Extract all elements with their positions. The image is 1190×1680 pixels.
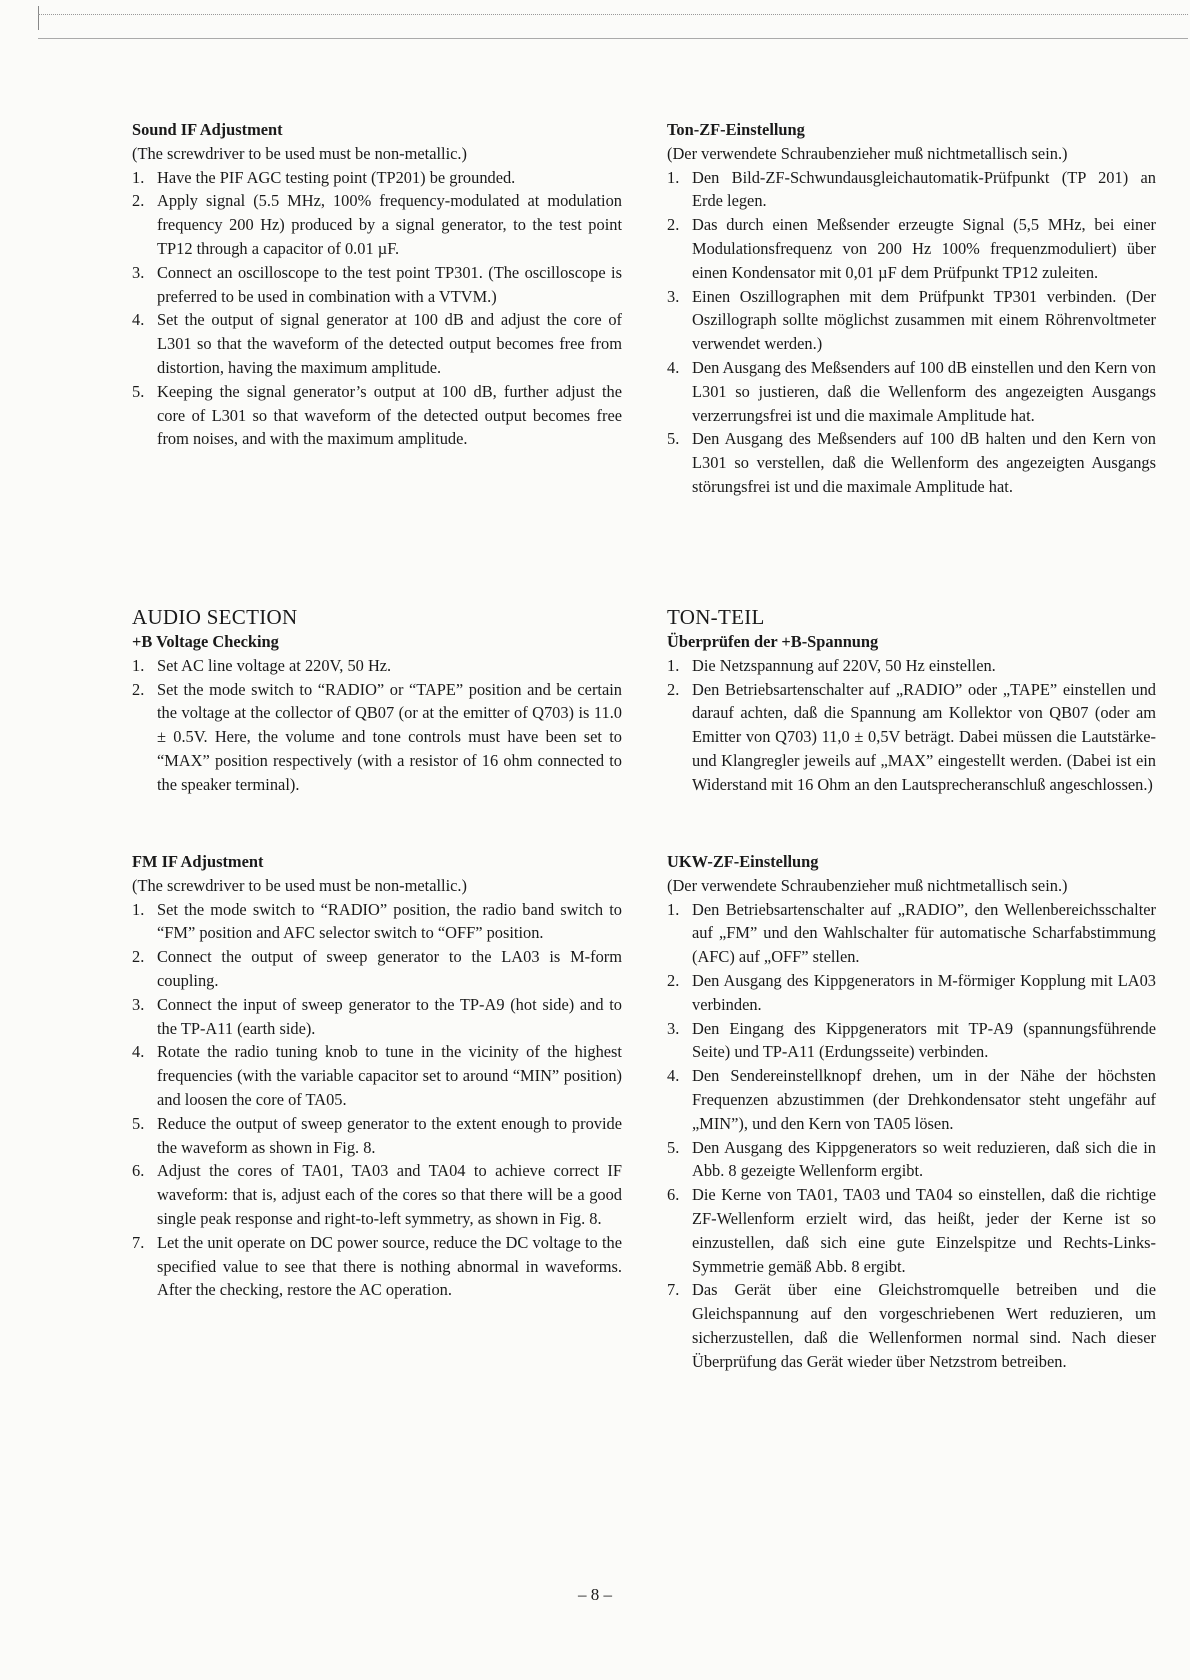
section-note: (Der verwendete Schraubenzieher muß nichtmetallisch sein.) (667, 143, 1068, 163)
section-note: (The screwdriver to be used must be non-metallic.) (132, 875, 467, 895)
list-item: 6. Die Kerne von TA01, TA03 und TA04 so einstellen, daß die richtige ZF-Wellenform erzielt wird, das heißt, jeder der Kerne ist so einzustellen, daß sich eine gute Einzelspitze und Rechts-Links-Symmetrie gemäß Abb. 8 ergibt. (667, 1185, 1156, 1276)
list-item: 2. Den Betriebsartenschalter auf „RADIO” oder „TAPE” einstellen und darauf achten, daß die Spannung am Kollektor von QB07 (oder am Emitter von Q703) 11,0 ± 0,5V beträgt. Dabei müssen die Lautstärke- und Klangregler jeweils auf „MAX” eingestellt werden. (Dabei ist ein Widerstand mit 16 Ohm an den Lautsprecheranschluß angeschlossen.) (667, 679, 1156, 794)
section-title: FM IF Adjustment (132, 852, 264, 871)
list-item: 1. Den Betriebsartenschalter auf „RADIO”, den Wellenbereichsschalter auf „FM” und den Wahlschalter für automatische Scharfabstimmung (AFC) auf „OFF” stellen. (667, 899, 1156, 967)
list-item: 5. Keeping the signal generator’s output at 100 dB, further adjust the core of L301 so that waveform of the detected output becomes free from noises, and with the maximum amplitude. (132, 381, 622, 449)
ton-teil-section (667, 604, 1156, 797)
fm-if-section (132, 850, 622, 1302)
section-note: (The screwdriver to be used must be non-metallic.) (132, 143, 467, 163)
top-rule-dotted (38, 14, 1188, 15)
section-heading: TON-TEIL (667, 605, 765, 629)
step-list (667, 898, 1156, 1374)
section-title: Sound IF Adjustment (132, 120, 283, 139)
scan-mark (38, 6, 39, 30)
step-list (132, 898, 622, 1303)
list-item: 5. Reduce the output of sweep generator to the extent enough to provide the waveform as shown in Fig. 8. (132, 1113, 622, 1157)
section-subtitle: Überprüfen der +B-Spannung (667, 632, 879, 651)
list-item: 7. Let the unit operate on DC power source, reduce the DC voltage to the specified value to see that there is nothing abnormal in waveforms. After the checking, restore the AC operation. (132, 1232, 622, 1300)
list-item: 3. Den Eingang des Kippgenerators mit TP-A9 (spannungsführende Seite) und TP-A11 (Erdungsseite) verbinden. (667, 1018, 1156, 1062)
list-item: 6. Adjust the cores of TA01, TA03 and TA04 to achieve correct IF waveform: that is, adjust each of the cores so that there will be a good single peak response and right-to-left symmetry, as shown in Fig. 8. (132, 1161, 622, 1228)
ukw-zf-section (667, 850, 1156, 1374)
list-item: 7. Das Gerät über eine Gleichstromquelle betreiben und die Gleichspannung auf den vorgeschriebenen Wert reduzieren, um sicherzustellen, daß die Wellenformen normal sind. Nach dieser Überprüfung das Gerät wieder über Netzstrom betreiben. (667, 1280, 1156, 1371)
list-item: 4. Rotate the radio tuning knob to tune in the vicinity of the highest frequencies (with the variable capacitor set to around “MIN” position) and loosen the core of TA05. (132, 1042, 622, 1109)
ton-zf-section (667, 118, 1156, 499)
audio-section (132, 604, 622, 797)
step-list (132, 654, 622, 797)
list-item: 4. Set the output of signal generator at 100 dB and adjust the core of L301 so that the waveform of the detected output becomes free from distortion, having the maximum amplitude. (132, 310, 622, 377)
section-heading: AUDIO SECTION (132, 605, 298, 629)
step-list (667, 166, 1156, 499)
list-item: 1. Have the PIF AGC testing point (TP201) be grounded. (132, 167, 516, 187)
list-item: 1. Set AC line voltage at 220V, 50 Hz. (132, 655, 392, 675)
list-item: 2. Set the mode switch to “RADIO” or “TAPE” position and be certain the voltage at the collector of QB07 (or at the emitter of Q703) is 11.0 ± 0.5V. Here, the volume and tone controls must have been set to “MAX” position respectively (with a resistor of 16 ohm connected to the speaker terminal). (132, 679, 622, 794)
section-title: Ton-ZF-Einstellung (667, 120, 805, 139)
list-item: 2. Das durch einen Meßsender erzeugte Signal (5,5 MHz, bei einer Modulationsfrequenz von 200 Hz 100% frequenzmoduliert) über einen Kondensator mit 0,01 µF dem Prüfpunkt TP12 zuleiten. (667, 215, 1156, 282)
list-item: 1. Die Netzspannung auf 220V, 50 Hz einstellen. (667, 655, 996, 675)
section-note: (Der verwendete Schraubenzieher muß nichtmetallisch sein.) (667, 875, 1068, 895)
list-item: 1. Set the mode switch to “RADIO” position, the radio band switch to “FM” position and AFC selector switch to “OFF” position. (132, 899, 622, 943)
page-number: – 8 – (578, 1585, 612, 1604)
list-item: 3. Einen Oszillographen mit dem Prüfpunkt TP301 verbinden. (Der Oszillograph sollte möglichst zusammen mit einem Röhrenvoltmeter verwendet werden.) (667, 286, 1156, 354)
section-subtitle: +B Voltage Checking (132, 632, 279, 651)
list-item: 4. Den Ausgang des Meßsenders auf 100 dB einstellen und den Kern von L301 so justieren, daß die Wellenform des angezeigten Ausgangs verzerrungsfrei ist und die maximale Amplitude hat. (667, 357, 1156, 425)
step-list (132, 166, 622, 452)
step-list (667, 654, 1156, 797)
list-item: 5. Den Ausgang des Kippgenerators so weit reduzieren, daß sich die in Abb. 8 gezeigte Wellenform ergibt. (667, 1137, 1156, 1181)
list-item: 5. Den Ausgang des Meßsenders auf 100 dB halten und den Kern von L301 so verstellen, daß die Wellenform des angezeigten Ausgangs störungsfrei ist und die maximale Amplitude hat. (667, 429, 1156, 496)
section-title: UKW-ZF-Einstellung (667, 852, 819, 871)
list-item: 1. Den Bild-ZF-Schwundausgleichautomatik-Prüfpunkt (TP 201) an Erde legen. (667, 167, 1156, 211)
sound-if-section (132, 118, 622, 451)
list-item: 3. Connect an oscilloscope to the test point TP301. (The oscilloscope is preferred to be used in combination with a VTVM.) (132, 262, 622, 306)
list-item: 2. Den Ausgang des Kippgenerators in M-förmiger Kopplung mit LA03 verbinden. (667, 970, 1156, 1014)
top-rule (38, 38, 1188, 39)
list-item: 3. Connect the input of sweep generator to the TP-A9 (hot side) and to the TP-A11 (earth side). (132, 994, 622, 1038)
list-item: 4. Den Sendereinstellknopf drehen, um in der Nähe der höchsten Frequenzen abzustimmen (der Drehkondensator steht ungefähr auf „MIN”), und den Kern von TA05 lösen. (667, 1066, 1156, 1133)
list-item: 2. Connect the output of sweep generator to the LA03 is M-form coupling. (132, 947, 622, 990)
list-item: 2. Apply signal (5.5 MHz, 100% frequency-modulated at modulation frequency 200 Hz) produced by a signal generator, to the test point TP12 through a capacitor of 0.01 µF. (132, 191, 622, 258)
